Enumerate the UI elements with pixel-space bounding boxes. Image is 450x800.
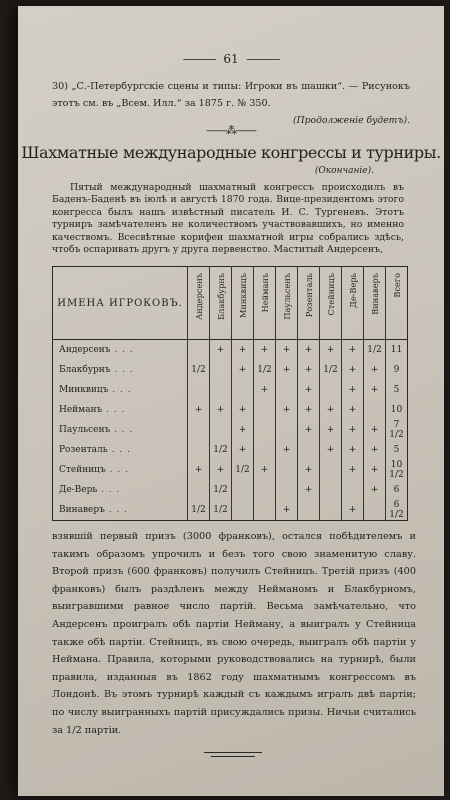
leader-dots: . . . [110, 345, 134, 355]
score-cell: + [254, 380, 276, 400]
column-header-label: Всего [391, 273, 402, 298]
score-cell: + [342, 380, 364, 400]
column-header [210, 267, 232, 340]
score-cell [188, 420, 210, 440]
player-name-text: Нейманъ [59, 405, 103, 415]
score-cell [232, 480, 254, 500]
score-cell: + [232, 360, 254, 380]
score-cell: + [342, 400, 364, 420]
score-cell: + [342, 340, 364, 361]
score-cell [254, 440, 276, 460]
total-cell: 10 1/2 [386, 460, 408, 480]
score-cell: + [188, 460, 210, 480]
player-name [53, 400, 188, 420]
player-name-text: Де-Верь [59, 485, 98, 495]
article-title: Шахматные международные конгрессы и турниры. [21, 143, 441, 162]
player-name-text: Паульсенъ [59, 425, 111, 435]
total-cell: 5 [386, 380, 408, 400]
score-cell [320, 380, 342, 400]
column-header-label: Блакбурнъ [215, 273, 226, 320]
player-name-text: Андерсенъ [59, 345, 111, 355]
player-name-text: Стейницъ [59, 465, 106, 475]
column-header [342, 267, 364, 340]
column-header-label: Де-Верь [347, 273, 358, 308]
score-cell: + [320, 340, 342, 361]
footnote-reference [52, 78, 410, 129]
score-cell: 1/2 [320, 360, 342, 380]
score-cell: + [364, 380, 386, 400]
score-cell [254, 420, 276, 440]
table-row [53, 480, 408, 500]
player-name-text: Блакбурнъ [59, 365, 111, 375]
score-cell: + [342, 420, 364, 440]
score-cell: + [276, 440, 298, 460]
score-cell: + [276, 340, 298, 361]
score-cell: 1/2 [254, 360, 276, 380]
leader-dots: . . . [97, 485, 121, 495]
score-cell: + [320, 440, 342, 460]
score-cell [254, 500, 276, 521]
score-cell [210, 380, 232, 400]
player-name-text: Минквицъ [59, 385, 109, 395]
score-cell: + [342, 360, 364, 380]
score-cell: + [298, 380, 320, 400]
player-name [53, 500, 188, 521]
score-cell [364, 500, 386, 521]
score-cell [364, 400, 386, 420]
column-header-label: Стейницъ [325, 273, 336, 316]
players-column-header: ИМЕНА ИГРОКОВЪ. [53, 267, 188, 340]
score-cell: + [276, 500, 298, 521]
score-cell: + [298, 420, 320, 440]
total-cell: 7 1/2 [386, 420, 408, 440]
player-name-text: Розенталь [59, 445, 108, 455]
score-cell [298, 440, 320, 460]
column-header [364, 267, 386, 340]
column-header [188, 267, 210, 340]
player-name [53, 380, 188, 400]
player-name [53, 420, 188, 440]
score-cell: + [210, 340, 232, 361]
column-header [232, 267, 254, 340]
total-cell: 9 [386, 360, 408, 380]
end-rule-short [211, 756, 255, 757]
leader-dots: . . . [104, 505, 129, 515]
score-cell [232, 380, 254, 400]
player-name [53, 340, 188, 361]
score-cell [276, 380, 298, 400]
total-cell: 11 [386, 340, 408, 361]
score-cell: + [210, 460, 232, 480]
leader-dots: . . . [110, 425, 134, 435]
score-cell: + [254, 460, 276, 480]
leader-dots: . . . [110, 365, 134, 375]
table-row [53, 360, 408, 380]
page-number: ——— 61 ——— [182, 52, 280, 66]
score-cell: 1/2 [210, 440, 232, 460]
score-cell: 1/2 [210, 500, 232, 521]
column-header [276, 267, 298, 340]
score-cell: + [298, 460, 320, 480]
column-header [298, 267, 320, 340]
score-cell: + [298, 360, 320, 380]
column-header-label: Андерсенъ [193, 273, 204, 320]
score-cell [298, 500, 320, 521]
end-rule [204, 752, 262, 753]
score-cell: + [364, 420, 386, 440]
tournament-table [52, 266, 408, 521]
score-cell [276, 460, 298, 480]
total-cell: 6 1/2 [386, 500, 408, 521]
leader-dots: . . . [105, 465, 129, 475]
player-name [53, 480, 188, 500]
player-name [53, 460, 188, 480]
column-header-label: Винаверъ [369, 273, 380, 315]
score-cell [320, 460, 342, 480]
score-cell: + [232, 340, 254, 361]
leader-dots: . . . [108, 385, 132, 395]
score-cell: + [232, 420, 254, 440]
column-header [254, 267, 276, 340]
score-cell: 1/2 [364, 340, 386, 361]
player-name-text: Винаверъ [59, 505, 105, 515]
table-row [53, 420, 408, 440]
score-cell [210, 360, 232, 380]
leader-dots: . . . [107, 445, 131, 455]
total-cell: 5 [386, 440, 408, 460]
column-header [320, 267, 342, 340]
section-ornament: ——⁂—— [206, 124, 256, 137]
table-row [53, 380, 408, 400]
score-cell: + [342, 500, 364, 521]
score-cell: + [298, 480, 320, 500]
leader-dots: . . . [102, 405, 126, 415]
score-cell: + [342, 460, 364, 480]
score-cell: + [364, 360, 386, 380]
column-header-label: Паульсенъ [281, 273, 292, 320]
score-cell: + [298, 340, 320, 361]
continuation-note: (Продолженіе будетъ). [293, 115, 410, 126]
score-cell [210, 420, 232, 440]
page-number-value: 61 [223, 52, 239, 66]
table-header-row [53, 267, 408, 340]
table-row [53, 400, 408, 420]
score-cell [320, 480, 342, 500]
score-cell [188, 480, 210, 500]
score-cell [320, 500, 342, 521]
score-cell [276, 480, 298, 500]
score-cell [188, 380, 210, 400]
total-cell: 10 [386, 400, 408, 420]
intro-paragraph: Пятый международный шахматный конгрессъ происходилъ въ Баденъ-Баденѣ въ іюлѣ и августѣ 1870 года. Вице-президентомъ этого конгресса былъ нашъ извѣстный писатель И. С. Тургеневъ. Этотъ турниръ замѣчателенъ не количествомъ участвовавшихъ, но именно качествомъ. Всесвѣтные корифеи шахматной игры собрались здѣсь, чтобъ оспаривать другъ у друга первенство. Маститый Андерсенъ, [52, 182, 404, 256]
score-cell [254, 400, 276, 420]
player-name [53, 440, 188, 460]
column-header [386, 267, 408, 340]
column-header-label: Розенталь [303, 273, 314, 318]
score-cell: + [364, 440, 386, 460]
score-cell: + [188, 400, 210, 420]
score-cell: + [276, 360, 298, 380]
column-header-label: Нейманъ [259, 273, 270, 313]
body-paragraph: взявшій первый призъ (3000 франковъ), остался побѣдителемъ и такимъ образомъ упрочилъ и безъ того свою знаменитую славу. Второй призъ (600 франковъ) получилъ Стейницъ. Третій призъ (400 франковъ) былъ раздѣленъ между Нейманомъ и Блакбурномъ, выигравшими равное число партій. Весьма замѣчательно, что Андерсенъ проигралъ обѣ партіи Нейману, а выигралъ у Стейница также обѣ партіи. Стейницъ, въ свою очередь, выигралъ обѣ партіи у Неймана. Правила, которыми руководствовались на турнирѣ, были правила, изданныя въ 1862 году шахматнымъ конгрессомъ въ Лондонѣ. Въ этомъ турнирѣ каждый съ каждымъ игралъ двѣ партіи; по числу выигранныхъ партій присуждались призы. Ничьи считались за 1/2 партіи. [52, 531, 416, 736]
score-cell: 1/2 [188, 360, 210, 380]
score-cell: + [232, 440, 254, 460]
player-name [53, 360, 188, 380]
score-cell: + [320, 400, 342, 420]
score-cell: 1/2 [232, 460, 254, 480]
table-row [53, 440, 408, 460]
score-cell: 1/2 [210, 480, 232, 500]
table-row [53, 340, 408, 361]
score-cell [188, 440, 210, 460]
table-row [53, 460, 408, 480]
score-cell: + [320, 420, 342, 440]
score-cell: + [232, 400, 254, 420]
score-cell: + [298, 400, 320, 420]
article-subtitle: (Окончаніе). [314, 166, 374, 176]
score-cell [254, 480, 276, 500]
table-row [53, 500, 408, 521]
score-cell: + [254, 340, 276, 361]
score-cell [342, 480, 364, 500]
column-header-label: Минквицъ [237, 273, 248, 318]
reference-text: 30) „С.-Петербургскіе сцены и типы: Игроки въ шашки“. — Рисунокъ этотъ см. въ „Всем. Илл.“ за 1875 г. № 350. [52, 81, 410, 109]
score-cell [276, 420, 298, 440]
book-page [18, 6, 444, 796]
score-cell: 1/2 [188, 500, 210, 521]
score-cell [232, 500, 254, 521]
total-cell: 6 [386, 480, 408, 500]
score-cell: + [276, 400, 298, 420]
score-cell: + [342, 440, 364, 460]
score-cell: + [364, 460, 386, 480]
score-cell: + [364, 480, 386, 500]
score-cell: + [210, 400, 232, 420]
score-cell [188, 340, 210, 361]
